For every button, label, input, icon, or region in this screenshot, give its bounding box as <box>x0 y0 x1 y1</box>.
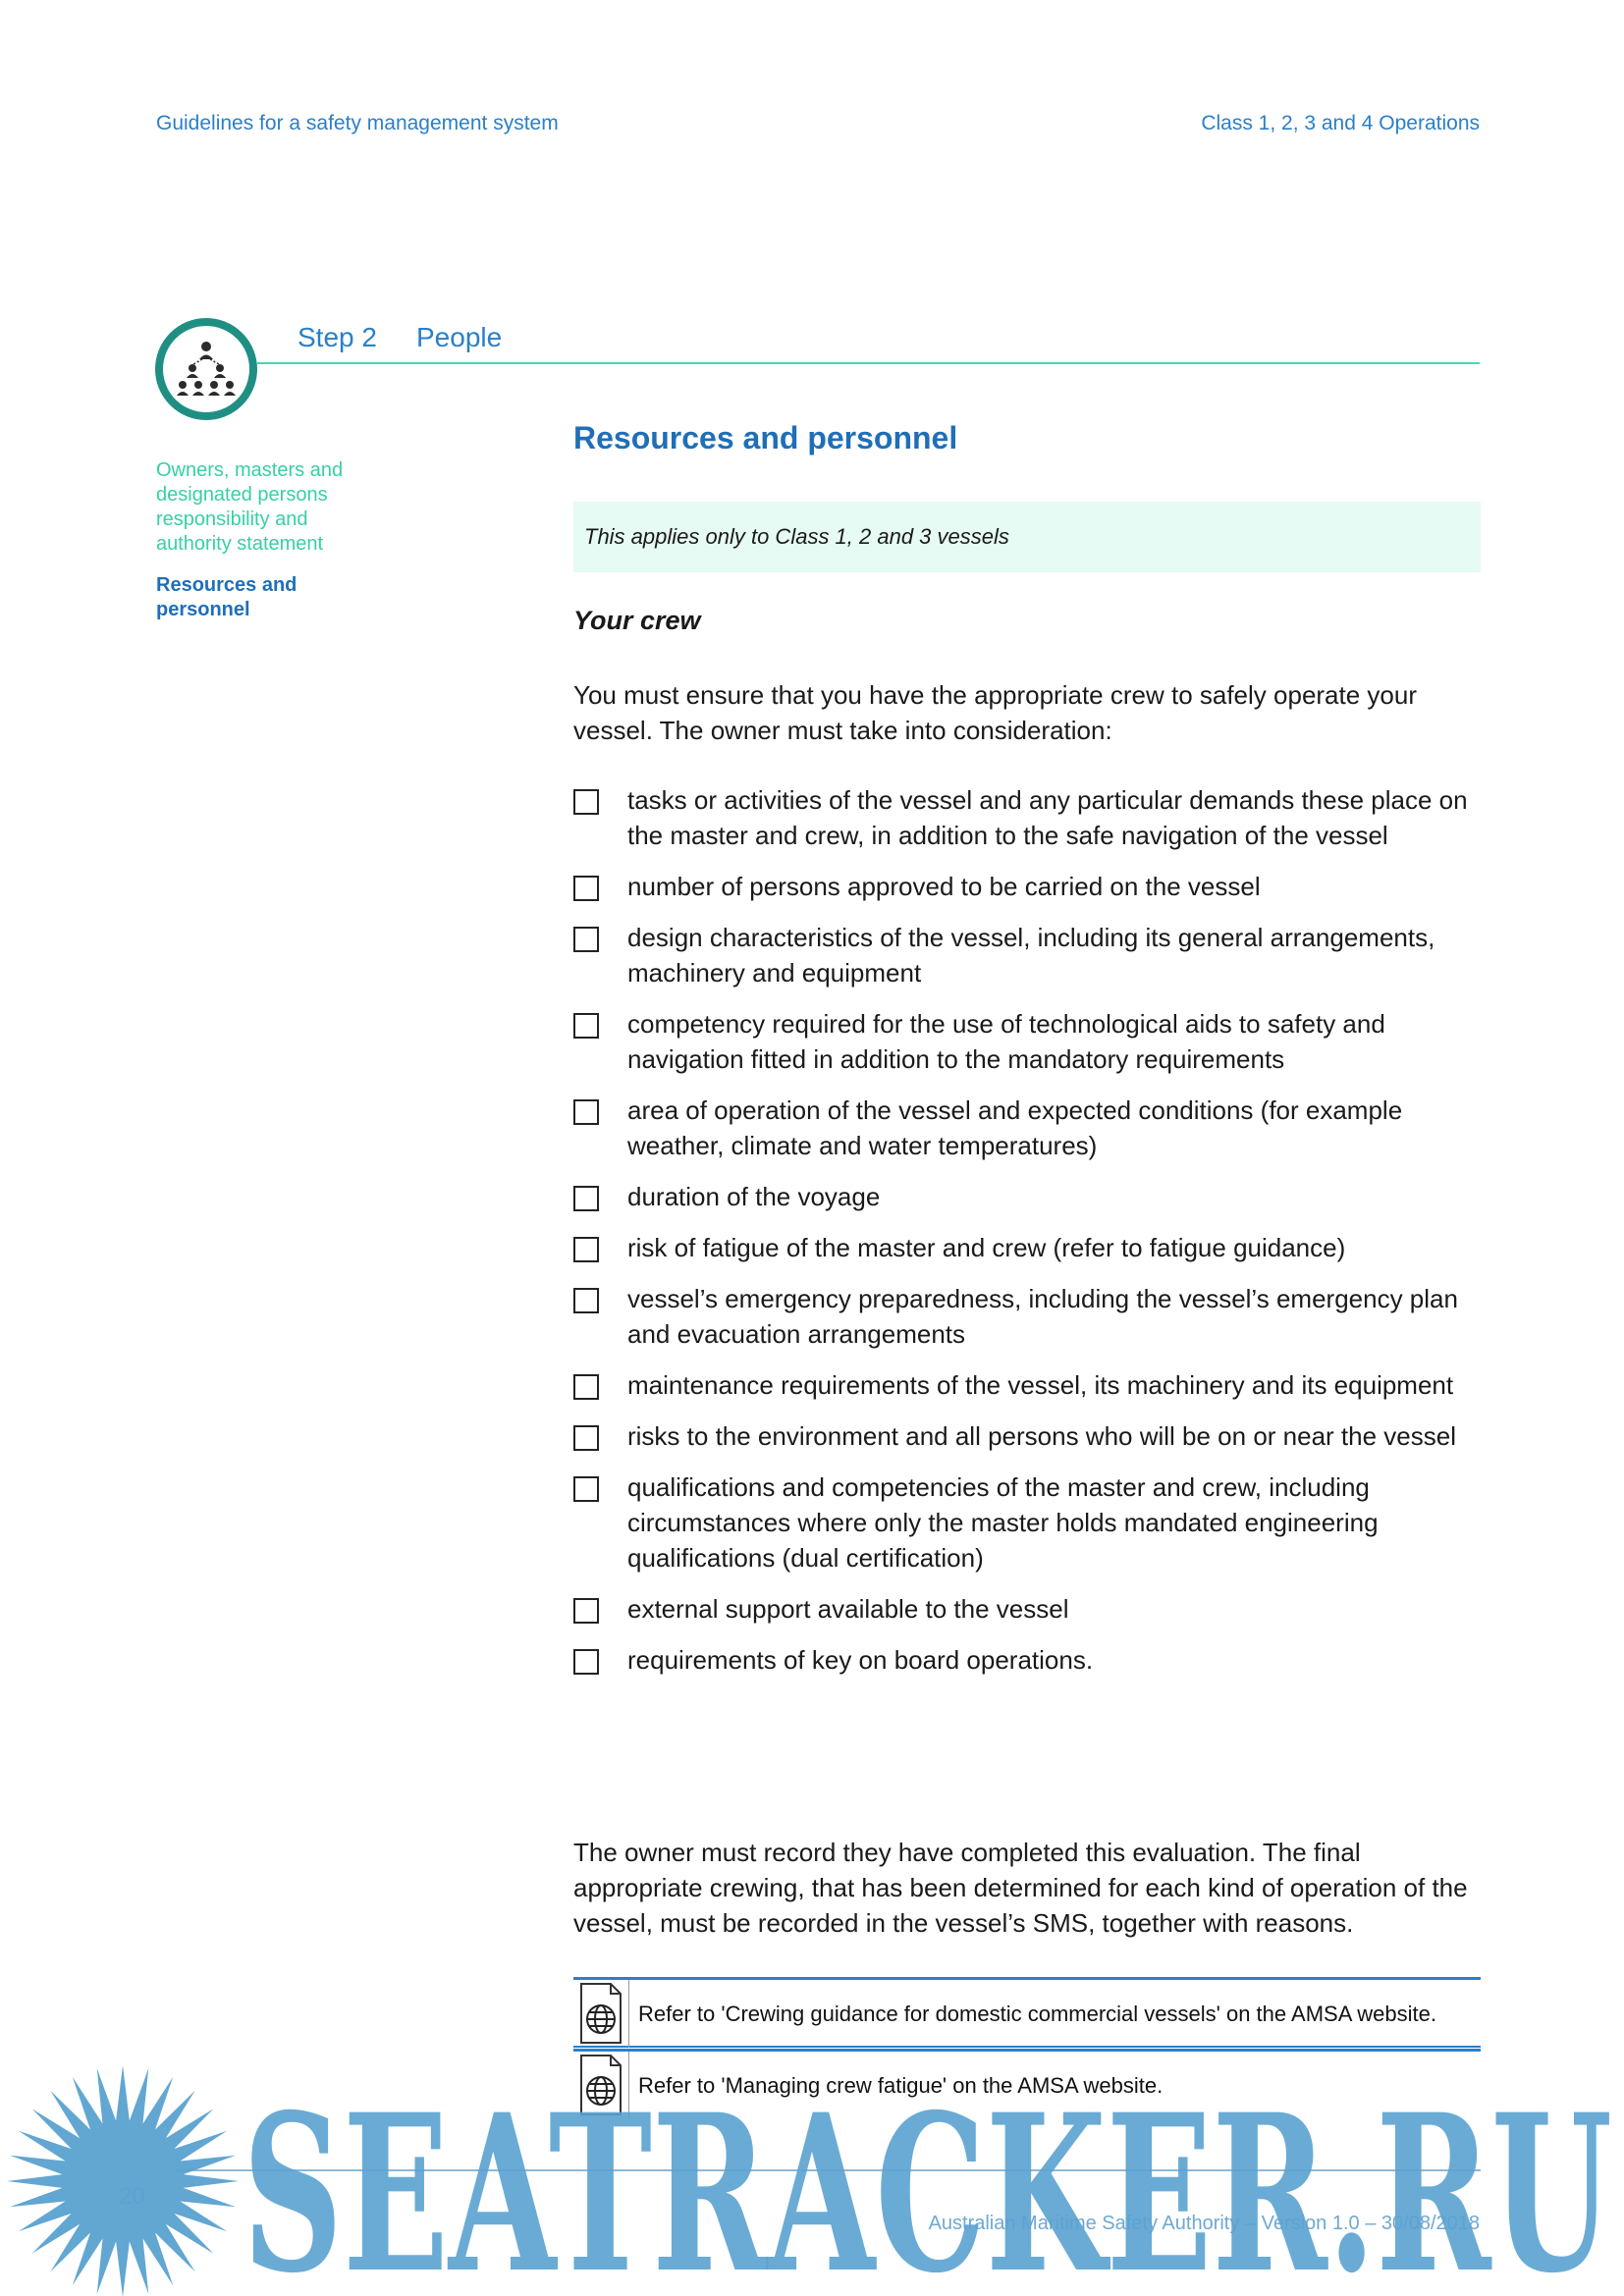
checkbox[interactable] <box>573 1476 599 1502</box>
checkbox[interactable] <box>573 876 599 901</box>
checklist-item[interactable] <box>573 920 1481 990</box>
checkbox[interactable] <box>573 1649 599 1675</box>
checklist-item[interactable] <box>573 1006 1481 1077</box>
reference-box-crewing <box>573 1977 1481 2048</box>
sun-watermark-icon <box>0 2066 245 2296</box>
sidebar-item-owners-statement[interactable]: Owners, masters and designated persons responsibility and authority statement <box>156 459 344 555</box>
watermark <box>243 2093 1617 2289</box>
checklist-item[interactable] <box>573 869 1481 904</box>
checkbox[interactable] <box>573 1598 599 1624</box>
step-number: Step 2 <box>298 322 377 352</box>
intro-paragraph: You must ensure that you have the appropriate crew to safely operate your vessel. The owner must take into consideration: <box>573 680 1418 745</box>
checklist-item[interactable] <box>573 1093 1481 1163</box>
outro-paragraph: The owner must record they have completed this evaluation. The final appropriate crewing, that has been determined for each kind of operation of the vessel, must be recorded in the vessel’s SMS, together with reasons. <box>573 1838 1468 1938</box>
crewing-guidance-link[interactable]: Refer to 'Crewing guidance for domestic commercial vessels' on the AMSA website. <box>638 2002 1436 2026</box>
checklist-item-text: competency required for the use of technological aids to safety and navigation fitted in addition to the mandatory requirements <box>627 1009 1385 1074</box>
subsection-title: Your crew <box>573 606 701 635</box>
checklist-item[interactable] <box>573 782 1481 853</box>
checklist-item-text: risk of fatigue of the master and crew (refer to fatigue guidance) <box>627 1233 1346 1262</box>
checklist-item-text: number of persons approved to be carried on the vessel <box>627 872 1261 901</box>
footer-publisher: Australian Maritime Safety Authority – Version 1.0 – 30/08/2018 <box>928 2213 1480 2234</box>
checklist-item-text: tasks or activities of the vessel and any particular demands these place on the master and crew, in addition to the safe navigation of the vessel <box>627 785 1468 850</box>
applies-note: This applies only to Class 1, 2 and 3 vessels <box>573 502 1481 572</box>
watermark-text: SEATRACKER.RU <box>243 2093 1613 2289</box>
checkbox[interactable] <box>573 1237 599 1262</box>
checkbox[interactable] <box>573 927 599 952</box>
checklist-item[interactable] <box>573 1367 1481 1403</box>
checklist-item[interactable] <box>573 1591 1481 1627</box>
checklist-item-text: duration of the voyage <box>627 1182 881 1211</box>
checkbox[interactable] <box>573 1374 599 1400</box>
checklist-item-text: external support available to the vessel <box>627 1594 1069 1624</box>
section-title: Resources and personnel <box>573 420 958 455</box>
checklist-item-text: risks to the environment and all persons who will be on or near the vessel <box>627 1421 1456 1451</box>
checklist-item[interactable] <box>573 1469 1481 1575</box>
checklist-item-text: maintenance requirements of the vessel, its machinery and its equipment <box>627 1370 1454 1400</box>
checklist-item[interactable] <box>573 1230 1481 1265</box>
checklist-item[interactable] <box>573 1281 1481 1352</box>
crew-fatigue-link[interactable]: Refer to 'Managing crew fatigue' on the AMSA website. <box>638 2073 1164 2098</box>
checkbox[interactable] <box>573 1288 599 1313</box>
checklist-item-text: area of operation of the vessel and expected conditions (for example weather, climate and water temperatures) <box>627 1095 1403 1160</box>
checklist-item-text: vessel’s emergency preparedness, including the vessel’s emergency plan and evacuation arrangements <box>627 1284 1458 1349</box>
consideration-checklist <box>573 782 1481 1693</box>
running-header-class: Class 1, 2, 3 and 4 Operations <box>1201 112 1480 134</box>
sidebar-item-resources-personnel[interactable]: Resources and personnel <box>156 574 298 620</box>
checklist-item-text: qualifications and competencies of the master and crew, including circumstances where only the master holds mandated engineering qualifications (dual certification) <box>627 1472 1379 1573</box>
checklist-item[interactable] <box>573 1179 1481 1214</box>
checkbox[interactable] <box>573 789 599 815</box>
checkbox[interactable] <box>573 1099 599 1125</box>
checkbox[interactable] <box>573 1186 599 1211</box>
running-header-title: Guidelines for a safety management system <box>156 112 559 134</box>
checkbox[interactable] <box>573 1013 599 1039</box>
checkbox[interactable] <box>573 1425 599 1451</box>
checklist-item[interactable] <box>573 1418 1481 1454</box>
checklist-item-text: requirements of key on board operations. <box>627 1645 1094 1675</box>
globe-document-icon <box>573 1980 629 2048</box>
checklist-item-text: design characteristics of the vessel, including its general arrangements, machinery and equipment <box>627 923 1435 988</box>
checklist-item[interactable] <box>573 1642 1481 1678</box>
people-hierarchy-icon <box>155 318 257 420</box>
step-name: People <box>416 322 503 352</box>
step-divider <box>257 362 1480 364</box>
